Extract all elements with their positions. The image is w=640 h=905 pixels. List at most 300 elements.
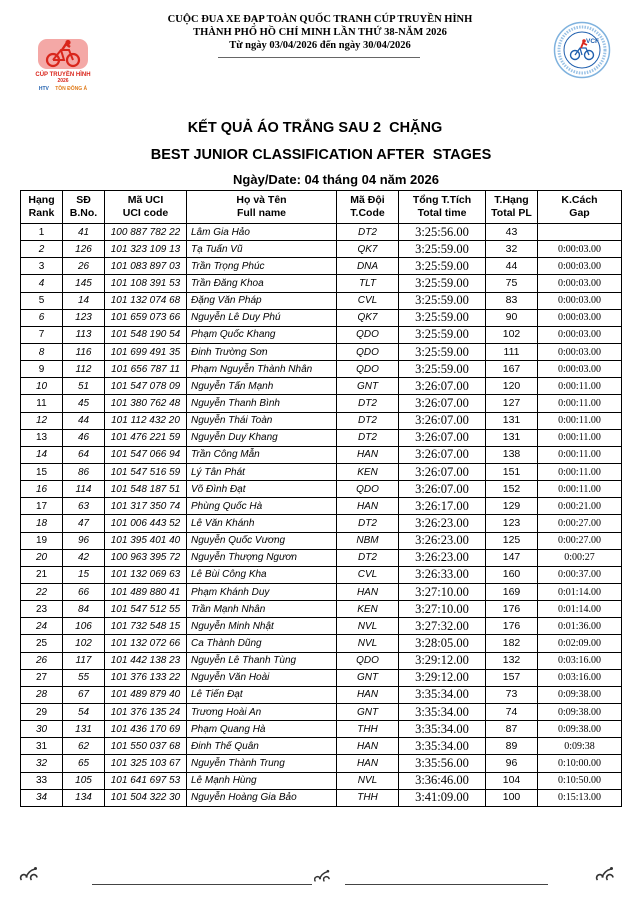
cell-time: 3:27:32.00 [399,618,486,635]
cell-team: DT2 [337,515,399,532]
column-header-label: T.Hạng [494,194,529,206]
cell-team: CVL [337,566,399,583]
cell-rank: 8 [21,343,63,360]
cell-pl: 104 [486,772,538,789]
cell-name: Trần Trọng Phúc [187,258,337,275]
column-header-label: Hạng [28,194,55,206]
cell-rank: 12 [21,412,63,429]
cell-time: 3:35:56.00 [399,755,486,772]
cell-time: 3:26:07.00 [399,446,486,463]
cell-gap: 0:00:11.00 [538,446,622,463]
cell-pl: 152 [486,481,538,498]
cyclist-icon [313,869,333,885]
report-date: Ngày/Date: 04 tháng 04 năm 2026 [233,172,439,187]
table-row [21,361,622,378]
cell-gap: 0:09:38 [538,738,622,755]
cell-rank: 25 [21,635,63,652]
cell-name: Lê Bùi Công Kha [187,566,337,583]
table-row [21,241,622,258]
cell-uci: 101 442 138 23 [105,652,187,669]
cell-time: 3:26:33.00 [399,566,486,583]
cell-gap: 0:00:27.00 [538,515,622,532]
cell-time: 3:29:12.00 [399,669,486,686]
column-header-label: Mã Đội [350,194,385,206]
cell-uci: 101 006 443 52 [105,515,187,532]
cell-uci: 101 547 512 55 [105,601,187,618]
cell-name: Lý Tân Phát [187,463,337,480]
column-header-label: SĐ [76,194,91,206]
cyclist-icon [595,866,617,884]
cell-uci: 101 548 190 54 [105,326,187,343]
column-header-label: UCI code [122,207,169,219]
cell-bno: 112 [63,361,105,378]
column-header-name [187,191,337,224]
column-header-label: Mã UCI [127,194,164,206]
table-row [21,309,622,326]
column-header-gap [538,191,622,224]
cell-uci: 101 436 170 69 [105,721,187,738]
cell-name: Nguyễn Lê Duy Phú [187,309,337,326]
table-row [21,258,622,275]
cell-pl: 87 [486,721,538,738]
cell-time: 3:26:07.00 [399,429,486,446]
header-divider [218,57,420,58]
column-header-label: B.No. [69,207,98,219]
cell-uci: 101 323 109 13 [105,241,187,258]
table-row [21,755,622,772]
cell-time: 3:25:59.00 [399,309,486,326]
cell-bno: 26 [63,258,105,275]
cell-pl: 75 [486,275,538,292]
cell-team: QDO [337,481,399,498]
cell-name: Nguyễn Văn Hoài [187,669,337,686]
cell-time: 3:25:59.00 [399,275,486,292]
cell-time: 3:26:23.00 [399,515,486,532]
table-row [21,412,622,429]
cell-name: Trương Hoài An [187,703,337,720]
cell-rank: 10 [21,378,63,395]
cell-team: NVL [337,618,399,635]
cell-gap: 0:01:14.00 [538,583,622,600]
cell-rank: 29 [21,703,63,720]
cell-time: 3:25:59.00 [399,241,486,258]
cell-name: Phạm Khánh Duy [187,583,337,600]
cell-gap: 0:00:03.00 [538,343,622,360]
table-row [21,583,622,600]
cell-gap: 0:15:13.00 [538,789,622,806]
table-row [21,566,622,583]
cell-name: Tạ Tuấn Vũ [187,241,337,258]
cell-bno: 102 [63,635,105,652]
table-row [21,703,622,720]
cell-gap: 0:00:11.00 [538,412,622,429]
footer-divider-left [92,884,312,885]
cell-time: 3:26:07.00 [399,395,486,412]
event-dates: Từ ngày 03/04/2026 đến ngày 30/04/2026 [229,40,411,51]
cell-uci: 101 547 066 94 [105,446,187,463]
table-row [21,275,622,292]
table-row [21,463,622,480]
cell-pl: 127 [486,395,538,412]
page-title-english: BEST JUNIOR CLASSIFICATION AFTER STAGES [150,147,492,163]
cell-time: 3:25:59.00 [399,343,486,360]
cell-gap: 0:00:11.00 [538,481,622,498]
cell-name: Nguyễn Thượng Ngươn [187,549,337,566]
cell-bno: 116 [63,343,105,360]
cell-pl: 123 [486,515,538,532]
cell-bno: 113 [63,326,105,343]
cell-pl: 125 [486,532,538,549]
cell-bno: 105 [63,772,105,789]
column-header-label: Full name [236,207,286,219]
cyclist-emblem-icon [35,38,91,70]
cell-uci: 101 476 221 59 [105,429,187,446]
cell-team: HAN [337,498,399,515]
cell-pl: 138 [486,446,538,463]
cyclist-icon [19,866,41,884]
column-header-time [399,191,486,224]
cell-time: 3:41:09.00 [399,789,486,806]
cell-uci: 101 325 103 67 [105,755,187,772]
cell-name: Nguyễn Quốc Vương [187,532,337,549]
cell-rank: 24 [21,618,63,635]
cell-rank: 5 [21,292,63,309]
cell-pl: 169 [486,583,538,600]
cell-pl: 132 [486,652,538,669]
cell-time: 3:25:59.00 [399,326,486,343]
column-header-total-place [486,191,538,224]
cell-bno: 131 [63,721,105,738]
cell-name: Nguyễn Thái Toàn [187,412,337,429]
cell-team: HAN [337,686,399,703]
cell-time: 3:26:07.00 [399,378,486,395]
cell-time: 3:28:05.00 [399,635,486,652]
cell-pl: 44 [486,258,538,275]
cell-uci: 101 547 078 09 [105,378,187,395]
cell-time: 3:25:59.00 [399,258,486,275]
logo-title: CÚP TRUYỀN HÌNH [35,72,91,78]
cell-uci: 101 699 491 35 [105,343,187,360]
cell-uci: 101 376 135 24 [105,703,187,720]
cell-name: Đinh Trường Sơn [187,343,337,360]
cell-bno: 123 [63,309,105,326]
cell-team: QDO [337,326,399,343]
cell-name: Lâm Gia Hảo [187,224,337,241]
cell-pl: 73 [486,686,538,703]
cell-team: GNT [337,703,399,720]
cell-pl: 131 [486,429,538,446]
cell-gap: 0:00:11.00 [538,395,622,412]
column-header-bib [63,191,105,224]
cell-bno: 64 [63,446,105,463]
federation-logo-text: VCF [586,38,599,45]
table-row [21,721,622,738]
table-row [21,481,622,498]
cell-pl: 111 [486,343,538,360]
cell-rank: 18 [21,515,63,532]
cell-name: Nguyễn Thanh Bình [187,395,337,412]
cell-gap: 0:03:16.00 [538,669,622,686]
cell-time: 3:36:46.00 [399,772,486,789]
sponsor-htv: HTV [38,86,49,92]
cell-rank: 11 [21,395,63,412]
cell-rank: 4 [21,275,63,292]
cell-uci: 101 083 897 03 [105,258,187,275]
cell-rank: 34 [21,789,63,806]
cell-time: 3:25:59.00 [399,292,486,309]
cell-name: Phạm Quốc Khang [187,326,337,343]
cell-team: QK7 [337,309,399,326]
table-row [21,395,622,412]
cell-time: 3:27:10.00 [399,583,486,600]
cell-time: 3:29:12.00 [399,652,486,669]
cell-rank: 33 [21,772,63,789]
cell-team: QK7 [337,241,399,258]
table-header [21,191,622,224]
cell-time: 3:26:23.00 [399,532,486,549]
cell-team: GNT [337,378,399,395]
cell-team: THH [337,789,399,806]
cell-team: TLT [337,275,399,292]
cell-bno: 41 [63,224,105,241]
cell-pl: 43 [486,224,538,241]
cell-uci: 101 132 072 66 [105,635,187,652]
tournament-logo [30,38,96,92]
table-row [21,618,622,635]
table-row [21,549,622,566]
cell-gap: 0:00:27.00 [538,532,622,549]
cell-team: CVL [337,292,399,309]
cell-uci: 101 108 391 53 [105,275,187,292]
cell-rank: 32 [21,755,63,772]
cell-time: 3:27:10.00 [399,601,486,618]
cell-gap: 0:10:50.00 [538,772,622,789]
cell-gap: 0:00:03.00 [538,326,622,343]
cell-name: Võ Đình Đạt [187,481,337,498]
cell-team: NVL [337,772,399,789]
cell-rank: 14 [21,446,63,463]
cell-gap: 0:00:03.00 [538,258,622,275]
cell-pl: 100 [486,789,538,806]
cell-bno: 66 [63,583,105,600]
cell-bno: 67 [63,686,105,703]
cell-bno: 46 [63,429,105,446]
cell-pl: 96 [486,755,538,772]
cell-team: DT2 [337,412,399,429]
cell-team: HAN [337,755,399,772]
cell-name: Nguyễn Minh Nhật [187,618,337,635]
cell-gap: 0:00:03.00 [538,361,622,378]
cell-time: 3:26:17.00 [399,498,486,515]
cell-gap: 0:00:21.00 [538,498,622,515]
cell-pl: 74 [486,703,538,720]
cell-time: 3:26:07.00 [399,412,486,429]
table-row [21,669,622,686]
cell-name: Lê Mạnh Hùng [187,772,337,789]
cell-rank: 19 [21,532,63,549]
cell-pl: 147 [486,549,538,566]
cell-time: 3:25:56.00 [399,224,486,241]
cell-rank: 26 [21,652,63,669]
cell-uci: 101 732 548 15 [105,618,187,635]
cell-uci: 100 963 395 72 [105,549,187,566]
cell-bno: 96 [63,532,105,549]
cell-time: 3:35:34.00 [399,686,486,703]
cell-bno: 51 [63,378,105,395]
cell-name: Phạm Nguyễn Thành Nhân [187,361,337,378]
cell-pl: 131 [486,412,538,429]
cell-uci: 101 656 787 11 [105,361,187,378]
cell-gap: 0:00:03.00 [538,309,622,326]
cell-uci: 101 641 697 53 [105,772,187,789]
table-body [21,224,622,807]
cell-team: GNT [337,669,399,686]
cell-time: 3:35:34.00 [399,703,486,720]
cell-uci: 101 659 073 66 [105,309,187,326]
cell-team: QDO [337,343,399,360]
cell-gap: 0:00:11.00 [538,378,622,395]
cell-team: QDO [337,652,399,669]
cell-uci: 101 504 322 30 [105,789,187,806]
table-row [21,378,622,395]
event-header [120,13,520,52]
cell-gap: 0:10:00.00 [538,755,622,772]
cell-rank: 17 [21,498,63,515]
cell-gap: 0:01:14.00 [538,601,622,618]
table-row [21,635,622,652]
cell-pl: 129 [486,498,538,515]
cell-rank: 15 [21,463,63,480]
cell-gap: 0:00:11.00 [538,429,622,446]
cell-team: DT2 [337,224,399,241]
cell-rank: 2 [21,241,63,258]
table-row [21,772,622,789]
column-header-label: Gap [569,207,590,219]
cell-rank: 16 [21,481,63,498]
cell-name: Nguyễn Thành Trung [187,755,337,772]
column-header-uci [105,191,187,224]
column-header-label: T.Code [350,207,385,219]
cell-gap: 0:09:38.00 [538,721,622,738]
cell-uci: 101 317 350 74 [105,498,187,515]
cell-uci: 100 887 782 22 [105,224,187,241]
cell-bno: 44 [63,412,105,429]
cell-name: Lê Tiến Đạt [187,686,337,703]
table-row [21,326,622,343]
footer-divider-right [345,884,548,885]
table-row [21,498,622,515]
sponsor-logos [30,87,96,92]
sponsor-ton-dong-a: TÔN ĐÔNG Á [55,86,88,92]
column-header-label: K.Cách [561,194,598,206]
cell-uci: 101 112 432 20 [105,412,187,429]
cell-pl: 120 [486,378,538,395]
table-row [21,601,622,618]
table-row [21,686,622,703]
cell-team: THH [337,721,399,738]
cell-pl: 83 [486,292,538,309]
cell-bno: 134 [63,789,105,806]
cell-gap: 0:09:38.00 [538,686,622,703]
cell-bno: 114 [63,481,105,498]
cell-rank: 30 [21,721,63,738]
cell-bno: 117 [63,652,105,669]
column-header-team [337,191,399,224]
cell-team: KEN [337,601,399,618]
cell-bno: 62 [63,738,105,755]
cell-rank: 23 [21,601,63,618]
cell-gap [538,224,622,241]
cell-name: Lê Văn Khánh [187,515,337,532]
cell-uci: 101 550 037 68 [105,738,187,755]
cell-uci: 101 380 762 48 [105,395,187,412]
cell-pl: 176 [486,601,538,618]
cell-rank: 7 [21,326,63,343]
table-row [21,343,622,360]
cell-gap: 0:00:37.00 [538,566,622,583]
cell-gap: 0:02:09.00 [538,635,622,652]
cell-bno: 15 [63,566,105,583]
cell-time: 3:26:23.00 [399,549,486,566]
cell-name: Nguyễn Hoàng Gia Bảo [187,789,337,806]
column-header-label: Total PL [491,207,532,219]
cell-name: Đinh Thế Quân [187,738,337,755]
table-row [21,292,622,309]
cell-pl: 151 [486,463,538,480]
cell-gap: 0:01:36.00 [538,618,622,635]
cell-bno: 65 [63,755,105,772]
cell-team: DT2 [337,549,399,566]
cell-name: Ca Thành Dũng [187,635,337,652]
cell-rank: 6 [21,309,63,326]
cell-rank: 9 [21,361,63,378]
results-table [20,190,622,807]
table-row [21,789,622,806]
cell-pl: 182 [486,635,538,652]
cell-time: 3:35:34.00 [399,721,486,738]
cell-name: Phạm Quang Hà [187,721,337,738]
cell-rank: 28 [21,686,63,703]
cell-pl: 176 [486,618,538,635]
cell-uci: 101 489 880 41 [105,583,187,600]
cell-gap: 0:00:03.00 [538,292,622,309]
cell-bno: 84 [63,601,105,618]
cell-bno: 42 [63,549,105,566]
cell-team: NVL [337,635,399,652]
cell-team: HAN [337,446,399,463]
logo-year: 2026 [57,78,69,84]
cell-gap: 0:00:03.00 [538,241,622,258]
cell-gap: 0:03:16.00 [538,652,622,669]
cell-uci: 101 548 187 51 [105,481,187,498]
cell-rank: 3 [21,258,63,275]
cell-rank: 13 [21,429,63,446]
cell-team: KEN [337,463,399,480]
column-header-label: Tổng T.Tích [412,194,472,206]
cell-name: Nguyễn Tấn Mạnh [187,378,337,395]
cell-rank: 22 [21,583,63,600]
cell-bno: 86 [63,463,105,480]
table-row [21,446,622,463]
cell-team: DT2 [337,429,399,446]
cell-pl: 160 [486,566,538,583]
table-row [21,429,622,446]
cell-name: Trần Công Mẫn [187,446,337,463]
cell-team: DT2 [337,395,399,412]
cell-name: Đặng Văn Pháp [187,292,337,309]
header-row [21,191,622,224]
cell-uci: 101 489 879 40 [105,686,187,703]
